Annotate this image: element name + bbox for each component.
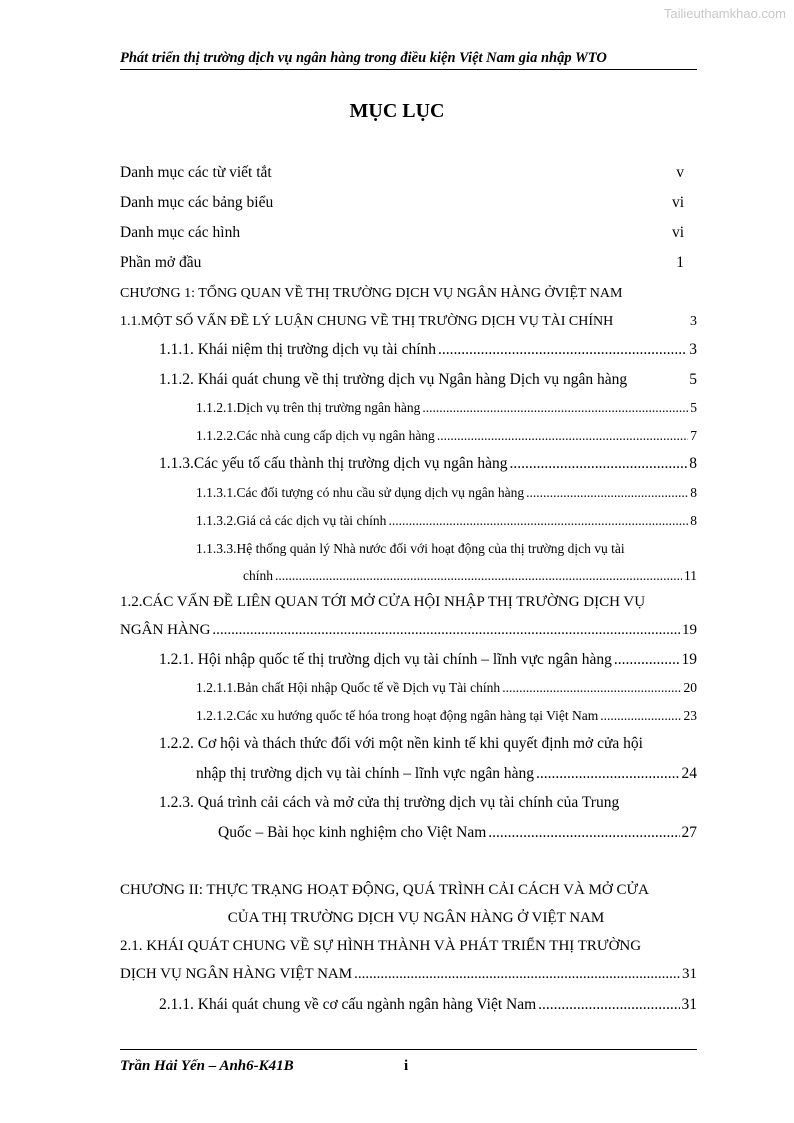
toc-entry-page: 8 xyxy=(690,513,697,528)
toc-entry-text: Danh mục các bảng biểu xyxy=(120,194,274,211)
toc-entry[interactable] xyxy=(196,485,697,501)
toc-entry-text: 2.1.1. Khái quát chung về cơ cấu ngành ngân hàng Việt Nam xyxy=(159,996,537,1013)
toc-entry-text: 1.2.CÁC VẤN ĐỀ LIÊN QUAN TỚI MỞ CỬA HỘI NHẬP THỊ TRƯỜNG DỊCH VỤ xyxy=(120,594,646,610)
toc-entry-page: 5 xyxy=(689,371,697,388)
toc-entry-text: NGÂN HÀNG xyxy=(120,622,211,638)
toc-leader-dots xyxy=(488,824,679,842)
toc-leader-dots xyxy=(388,513,688,529)
toc-entry[interactable] xyxy=(159,735,697,753)
toc-entry[interactable] xyxy=(196,428,697,444)
watermark: Tailieuthamkhao.com xyxy=(663,6,786,21)
toc-entry-text: CỦA THỊ TRƯỜNG DỊCH VỤ NGÂN HÀNG Ở VIỆT NAM xyxy=(227,910,605,926)
toc-leader-dots xyxy=(502,680,681,696)
toc-entry-page: 5 xyxy=(690,400,697,415)
toc-leader-dots xyxy=(275,568,682,584)
toc-entry[interactable] xyxy=(120,622,697,639)
toc-leader-dots xyxy=(614,651,680,669)
toc-entry-text: Phần mở đầu xyxy=(120,254,202,271)
toc-entry-text: 1.1.2. Khái quát chung về thị trường dịch vụ Ngân hàng Dịch vụ ngân hàng xyxy=(159,371,628,388)
toc-entry[interactable] xyxy=(120,194,712,212)
toc-entry[interactable] xyxy=(159,455,697,473)
toc-entry[interactable] xyxy=(159,371,697,389)
toc-entry[interactable] xyxy=(196,680,697,696)
toc-entry-page: 20 xyxy=(683,680,697,695)
toc-entry-text: DỊCH VỤ NGÂN HÀNG VIỆT NAM xyxy=(120,966,353,982)
toc-entry[interactable] xyxy=(243,568,697,584)
toc-entry[interactable] xyxy=(159,651,697,669)
toc-entry-text: Danh mục các hình xyxy=(120,224,241,241)
toc-leader-dots xyxy=(526,485,688,501)
toc-leader-dots xyxy=(354,966,680,983)
toc-entry-page: 1 xyxy=(676,254,684,271)
toc-entry[interactable] xyxy=(159,996,697,1014)
toc-entry-text: 1.1.2.2.Các nhà cung cấp dịch vụ ngân hàng xyxy=(196,428,435,443)
toc-entry-text: 1.2.1. Hội nhập quốc tế thị trường dịch vụ tài chính – lĩnh vực ngân hàng xyxy=(159,651,612,668)
toc-entry-text: 1.1.2.1.Dịch vụ trên thị trường ngân hàng xyxy=(196,400,421,415)
footer-author: Trần Hải Yến – Anh6-K41B xyxy=(120,1058,294,1074)
footer-page-number: i xyxy=(404,1058,409,1074)
running-header: Phát triển thị trường dịch vụ ngân hàng trong điều kiện Việt Nam gia nhập WTO xyxy=(120,50,697,70)
toc-entry-page: 19 xyxy=(682,622,697,638)
toc-entry-text: 1.1.3.2.Giá cả các dịch vụ tài chính xyxy=(196,513,387,528)
toc-leader-dots xyxy=(438,341,687,359)
toc-entry-text: 1.2.2. Cơ hội và thách thức đối với một nền kinh tế khi quyết định mở cửa hội xyxy=(159,735,643,752)
toc-entry-page: 24 xyxy=(681,765,697,782)
toc-entry-page: vi xyxy=(671,194,684,211)
toc-entry-page: v xyxy=(676,164,684,181)
toc-entry[interactable] xyxy=(159,794,697,812)
toc-leader-dots xyxy=(437,428,688,444)
toc-leader-dots xyxy=(536,765,680,783)
toc-section-heading[interactable] xyxy=(120,938,712,955)
toc-entry[interactable] xyxy=(120,314,697,330)
toc-entry-text: 1.1.3.1.Các đối tượng có nhu cầu sử dụng dịch vụ ngân hàng xyxy=(196,485,525,500)
toc-entry-page: 3 xyxy=(689,341,697,358)
toc-entry-text: 1.2.1.2.Các xu hướng quốc tế hóa trong hoạt động ngân hàng tại Việt Nam xyxy=(196,708,599,723)
toc-entry[interactable] xyxy=(120,164,712,182)
toc-entry-page: 27 xyxy=(681,824,697,841)
toc-entry-page: 8 xyxy=(690,485,697,500)
toc-entry[interactable] xyxy=(218,824,697,842)
toc-leader-dots xyxy=(422,400,688,416)
toc-entry-page: 23 xyxy=(683,708,697,723)
toc-leader-dots xyxy=(600,708,681,724)
toc-entry-text: 1.1.MỘT SỐ VẤN ĐỀ LÝ LUẬN CHUNG VỀ THỊ TRƯỜNG DỊCH VỤ TÀI CHÍNH xyxy=(120,314,614,329)
toc-leader-dots xyxy=(538,996,679,1014)
toc-entry[interactable] xyxy=(196,708,697,724)
toc-chapter-heading[interactable] xyxy=(120,910,712,927)
toc-entry-text: Quốc – Bài học kinh nghiệm cho Việt Nam xyxy=(218,824,487,841)
toc-entry-page: 19 xyxy=(681,651,697,668)
toc-entry-text: chính xyxy=(243,568,273,583)
footer-divider xyxy=(120,1049,697,1050)
toc-entry-page: 8 xyxy=(689,455,697,472)
toc-entry[interactable] xyxy=(196,541,697,557)
toc-entry-text: CHƯƠNG II: THỰC TRẠNG HOẠT ĐỘNG, QUÁ TRÌNH CẢI CÁCH VÀ MỞ CỬA xyxy=(120,882,649,898)
toc-entry-text: 1.2.1.1.Bản chất Hội nhập Quốc tế về Dịch vụ Tài chính xyxy=(196,680,501,695)
toc-entry-page: 11 xyxy=(684,568,697,583)
toc-entry[interactable] xyxy=(159,341,697,359)
toc-section-heading[interactable] xyxy=(120,594,712,611)
toc-entry-page: 3 xyxy=(690,314,697,329)
toc-entry-page: 31 xyxy=(681,996,697,1013)
toc-entry-page: 7 xyxy=(690,428,697,443)
toc-entry-text: CHƯƠNG 1: TỔNG QUAN VỀ THỊ TRƯỜNG DỊCH VỤ NGÂN HÀNG ỞVIỆT NAM xyxy=(120,286,623,301)
toc-entry-text: 1.2.3. Quá trình cải cách và mở cửa thị trường dịch vụ tài chính của Trung xyxy=(159,794,620,811)
toc-entry-text: 1.1.3.3.Hệ thống quản lý Nhà nước đối với hoạt động của thị trường dịch vụ tài xyxy=(196,541,625,556)
toc-leader-dots xyxy=(212,622,680,639)
toc-entry[interactable] xyxy=(196,513,697,529)
toc-entry[interactable] xyxy=(120,966,697,983)
toc-entry[interactable] xyxy=(120,224,712,242)
toc-entry-text: 1.1.1. Khái niệm thị trường dịch vụ tài chính xyxy=(159,341,437,358)
toc-entry-page: 31 xyxy=(682,966,697,982)
toc-leader-dots xyxy=(509,455,687,473)
toc-entry-text: Danh mục các từ viết tắt xyxy=(120,164,272,181)
page-title: MỤC LỤC xyxy=(349,100,445,122)
toc-entry-page: vi xyxy=(671,224,684,241)
toc-chapter-heading[interactable] xyxy=(120,882,712,899)
toc-entry-text: 2.1. KHÁI QUÁT CHUNG VỀ SỰ HÌNH THÀNH VÀ PHÁT TRIỂN THỊ TRƯỜNG xyxy=(120,938,642,954)
toc-entry[interactable] xyxy=(196,400,697,416)
toc-entry-text: nhập thị trường dịch vụ tài chính – lĩnh vực ngân hàng xyxy=(196,765,534,782)
toc-entry[interactable] xyxy=(196,765,697,783)
toc-entry-text: 1.1.3.Các yếu tố cấu thành thị trường dịch vụ ngân hàng xyxy=(159,455,508,472)
toc-chapter-heading[interactable] xyxy=(120,286,712,302)
toc-entry[interactable] xyxy=(120,254,712,272)
